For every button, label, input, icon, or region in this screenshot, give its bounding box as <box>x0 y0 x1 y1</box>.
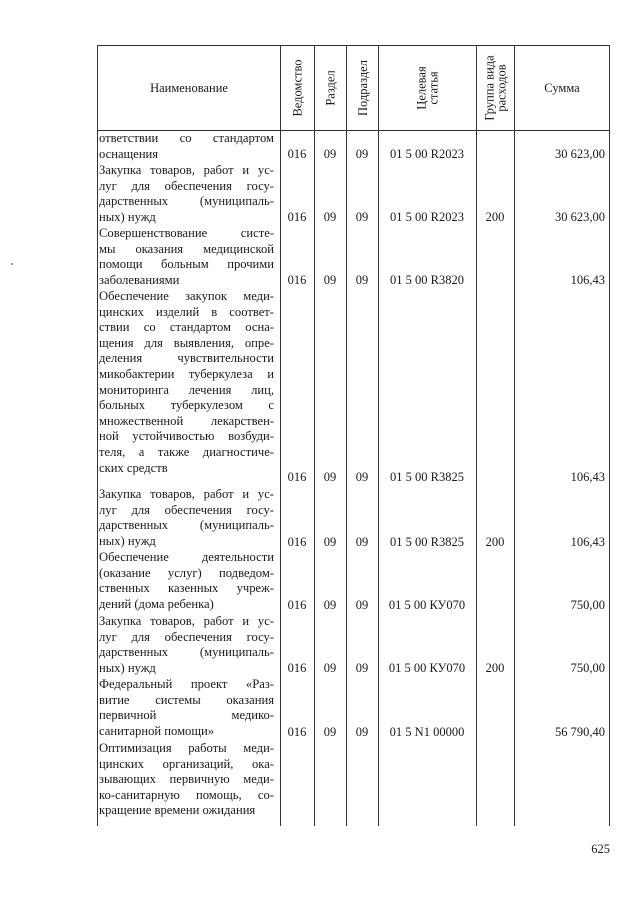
cell-vedomstvo: 016 <box>287 598 307 612</box>
cell-gruppa: 200 <box>485 661 505 675</box>
header-gruppa-line-1: Группа вида <box>482 55 497 121</box>
row-name-line: микобактерии туберкулеза и <box>99 366 274 381</box>
row-name-line: кращение времени ожидания <box>99 803 256 818</box>
row-name-line: дарственных (муниципаль- <box>99 194 274 209</box>
row-name-line: цинских изделий в соответ- <box>99 304 274 319</box>
row-name-line: луг для обеспечения госу- <box>99 178 274 193</box>
row-name-line: Закупка товаров, работ и ус- <box>99 614 274 628</box>
cell-razdel: 09 <box>323 598 337 612</box>
row-name-line: Обеспечение деятельности <box>99 550 274 564</box>
cell-vedomstvo: 016 <box>287 147 307 161</box>
col-divider-5 <box>476 45 477 826</box>
row-name-line: ответствии со стандартом <box>99 131 274 145</box>
cell-vedomstvo: 016 <box>287 725 307 739</box>
row-name-line: мониторинга лечения лиц, <box>99 382 274 397</box>
header-name-text: Наименование <box>150 80 228 95</box>
header-celevaya-line-2: статья <box>426 71 441 105</box>
row-name-line: дарственных (муниципаль- <box>99 645 274 660</box>
row-name <box>99 163 274 225</box>
cell-celevaya: 01 5 00 КУ070 <box>388 661 466 675</box>
row-name <box>99 677 274 739</box>
cell-razdel: 09 <box>323 661 337 675</box>
row-name-line: мы оказания медицинской <box>99 241 274 256</box>
row-name-line: Закупка товаров, работ и ус- <box>99 163 274 177</box>
cell-vedomstvo: 016 <box>287 535 307 549</box>
row-name-line: теля, а также диагностиче- <box>99 444 274 459</box>
row-name-line: Оптимизация работы меди- <box>99 741 274 755</box>
row-name-line: санитарной помощи» <box>99 723 215 738</box>
row-name <box>99 487 274 549</box>
scan-speck <box>11 263 13 265</box>
header-celevaya-line-1: Целевая <box>414 66 429 110</box>
row-name-line: ных) нужд <box>99 533 156 548</box>
cell-summa: 30 623,00 <box>555 210 605 224</box>
cell-celevaya: 01 5 00 R2023 <box>390 210 464 224</box>
cell-vedomstvo: 016 <box>287 470 307 484</box>
cell-razdel: 09 <box>323 725 337 739</box>
header-gruppa-line-2: расходов <box>494 64 509 112</box>
row-name-line: заболеваниями <box>99 272 180 287</box>
table-right-border <box>609 45 610 826</box>
row-name <box>99 614 274 676</box>
cell-podrazdel: 09 <box>355 147 369 161</box>
cell-podrazdel: 09 <box>355 598 369 612</box>
header-summa-text: Сумма <box>544 80 580 95</box>
cell-celevaya: 01 5 00 R3825 <box>390 535 464 549</box>
cell-summa: 750,00 <box>570 598 605 612</box>
row-name-line: помощи больным прочими <box>99 257 274 272</box>
row-name-line: Обеспечение закупок меди- <box>99 289 274 303</box>
cell-summa: 750,00 <box>570 661 605 675</box>
cell-razdel: 09 <box>323 210 337 224</box>
header-vedomstvo <box>281 46 314 130</box>
header-celevaya-statya <box>379 46 476 130</box>
row-name-line: ных) нужд <box>99 209 156 224</box>
cell-podrazdel: 09 <box>355 470 369 484</box>
row-name-line: ственных казенных учреж- <box>99 581 274 596</box>
row-name-line: дарственных (муниципаль- <box>99 518 274 533</box>
row-name-line: луг для обеспечения госу- <box>99 629 274 644</box>
row-name-line: деления чувствительности <box>99 351 274 366</box>
header-razdel-text: Раздел <box>323 70 338 106</box>
cell-celevaya: 01 5 00 R2023 <box>390 147 464 161</box>
cell-gruppa: 200 <box>485 535 505 549</box>
row-name-line: ных) нужд <box>99 660 156 675</box>
cell-vedomstvo: 016 <box>287 210 307 224</box>
row-name-line: ских средств <box>99 460 168 475</box>
header-celevaya-statya-text <box>416 66 440 109</box>
header-podrazdel <box>347 46 378 130</box>
cell-razdel: 09 <box>323 147 337 161</box>
table-left-border <box>97 45 98 826</box>
row-name-line: первичной медико- <box>99 708 274 723</box>
header-gruppa-vida-rashodov <box>477 46 514 130</box>
cell-summa: 30 623,00 <box>555 147 605 161</box>
cell-gruppa: 200 <box>485 210 505 224</box>
page-number: 625 <box>591 842 610 856</box>
cell-celevaya: 01 5 00 R3825 <box>390 470 464 484</box>
row-name-line: щения для выявления, опре- <box>99 335 274 350</box>
row-name <box>99 741 274 819</box>
cell-summa: 56 790,40 <box>555 725 605 739</box>
header-summa <box>515 46 609 130</box>
cell-podrazdel: 09 <box>355 273 369 287</box>
row-name-line: множественной лекарствен- <box>99 413 274 428</box>
cell-razdel: 09 <box>323 535 337 549</box>
row-name-line: (оказание услуг) подведом- <box>99 565 274 580</box>
row-name-line: больных туберкулезом с <box>99 398 274 413</box>
cell-vedomstvo: 016 <box>287 273 307 287</box>
cell-celevaya: 01 5 00 КУ070 <box>388 598 466 612</box>
row-name-line: Федеральный проект «Раз- <box>99 677 274 691</box>
header-podrazdel-text: Подраздел <box>355 60 370 116</box>
cell-summa: 106,43 <box>570 535 605 549</box>
row-name-line: луг для обеспечения госу- <box>99 502 274 517</box>
row-name <box>99 226 274 288</box>
row-name-line: Закупка товаров, работ и ус- <box>99 487 274 501</box>
row-name-line: Совершенствование систе- <box>99 226 274 240</box>
cell-podrazdel: 09 <box>355 210 369 224</box>
cell-summa: 106,43 <box>570 273 605 287</box>
row-name <box>99 550 274 612</box>
cell-podrazdel: 09 <box>355 535 369 549</box>
row-name-line: ной устойчивостью возбуди- <box>99 429 274 444</box>
row-name-line: ствии со стандартом осна- <box>99 320 274 335</box>
header-name <box>98 46 280 130</box>
cell-podrazdel: 09 <box>355 725 369 739</box>
header-razdel <box>315 46 346 130</box>
row-name <box>99 131 274 162</box>
row-name-line: витие системы оказания <box>99 692 274 707</box>
header-vedomstvo-text: Ведомство <box>290 59 305 117</box>
cell-summa: 106,43 <box>570 470 605 484</box>
cell-podrazdel: 09 <box>355 661 369 675</box>
cell-celevaya: 01 5 00 R3820 <box>390 273 464 287</box>
row-name-line: цинских организаций, ока- <box>99 756 274 771</box>
row-name-line: зывающих первичную меди- <box>99 772 274 787</box>
header-gruppa-text <box>484 55 508 120</box>
row-name <box>99 289 274 476</box>
row-name-line: ко-санитарную помощь, со- <box>99 787 274 802</box>
cell-razdel: 09 <box>323 273 337 287</box>
cell-celevaya: 01 5 N1 00000 <box>389 725 465 739</box>
row-name-line: дений (дома ребенка) <box>99 596 214 611</box>
row-name-line: оснащения <box>99 146 159 161</box>
cell-vedomstvo: 016 <box>287 661 307 675</box>
cell-razdel: 09 <box>323 470 337 484</box>
